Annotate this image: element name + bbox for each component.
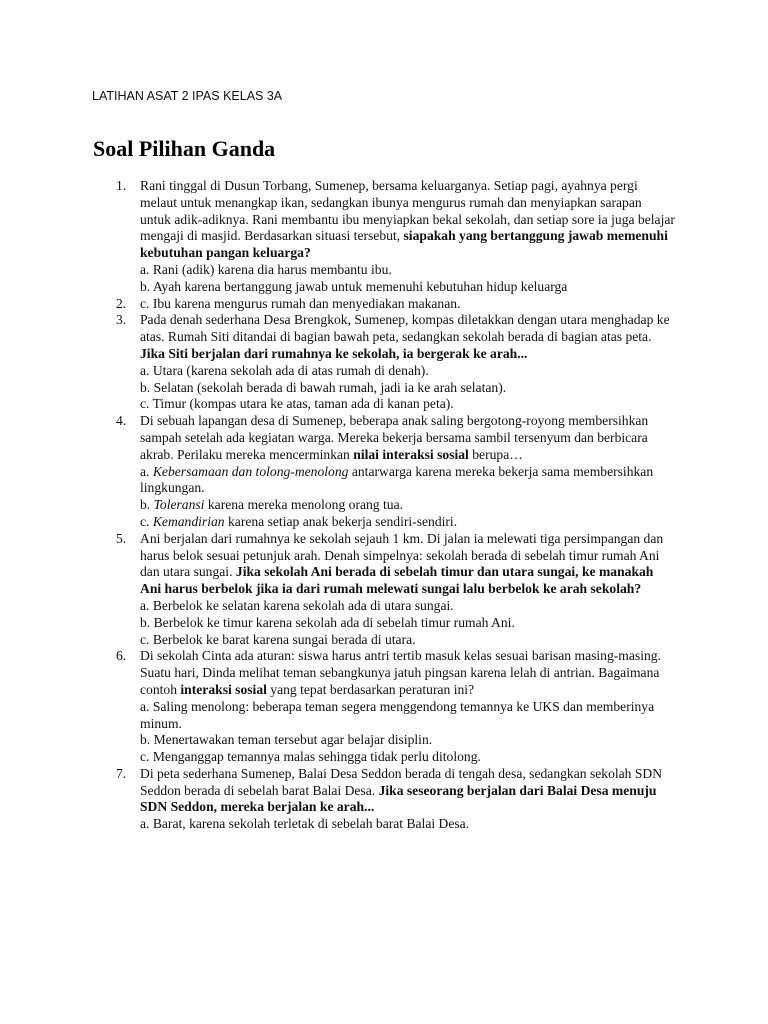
question-number: 5.: [116, 530, 127, 546]
question-stem: c. Ibu karena mengurus rumah dan menyediakan makanan.: [140, 295, 461, 311]
question-3: [0, 312, 676, 413]
question-1: [0, 178, 676, 296]
option-prefix: b.: [140, 497, 154, 513]
option-a: a. Utara (karena sekolah ada di atas rumah di denah).: [140, 362, 429, 378]
stem-tail: berupa…: [468, 446, 523, 462]
stem-text: Di peta sederhana Sumenep, Balai Desa Seddon berada di tengah desa, sedangkan sekolah SDN Seddon berada di sebelah barat Balai Desa.: [140, 765, 663, 798]
question-number: 7.: [116, 765, 127, 781]
option-rest: karena setiap anak bekerja sendiri-sendiri.: [224, 513, 458, 529]
question-list: [0, 178, 768, 833]
stem-bold: Jika Siti berjalan dari rumahnya ke sekolah, ia bergerak ke arah...: [140, 345, 528, 361]
option-a: a. Rani (adik) karena dia harus membantu ibu.: [140, 261, 392, 277]
question-6: [0, 648, 676, 766]
stem-bold: nilai interaksi sosial: [353, 446, 469, 462]
question-2: [0, 296, 676, 313]
stem-bold: Jika sekolah Ani berada di sebelah timur dan utara sungai, ke manakah Ani harus berbelok jika ia dari rumah melewati sungai lalu berbelok ke arah sekolah?: [140, 564, 654, 597]
option-a: a. Saling menolong: beberapa teman segera menggendong temannya ke UKS dan memberinya minum.: [140, 698, 655, 731]
option-c: [140, 514, 676, 531]
option-b: b. Ayah karena bertanggung jawab untuk memenuhi kebutuhan hidup keluarga: [140, 278, 568, 294]
option-b: b. Selatan (sekolah berada di bawah rumah, jadi ia ke arah selatan).: [140, 379, 507, 395]
question-5: [0, 531, 676, 649]
option-italic: Kebersamaan dan tolong-menolong: [152, 463, 349, 479]
option-a: a. Barat, karena sekolah terletak di sebelah barat Balai Desa.: [140, 816, 470, 832]
question-number: 1.: [116, 178, 127, 193]
option-c: c. Timur (kompas utara ke atas, taman ada di kanan peta).: [140, 396, 454, 412]
stem-bold: Jika seseorang berjalan dari Balai Desa menuju SDN Seddon, mereka berjalan ke arah...: [140, 782, 657, 815]
question-stem: [140, 648, 676, 698]
option-rest: karena mereka menolong orang tua.: [204, 497, 404, 513]
option-b: b. Berbelok ke timur karena sekolah ada di sebelah timur rumah Ani.: [140, 614, 515, 630]
option-a: a. Berbelok ke selatan karena sekolah ada di utara sungai.: [140, 597, 454, 613]
question-7: [0, 766, 676, 833]
stem-bold: siapakah yang bertanggung jawab memenuhi kebutuhan pangan keluarga?: [140, 228, 668, 261]
question-stem: [140, 766, 676, 816]
stem-tail: yang tepat berdasarkan peraturan ini?: [266, 681, 475, 697]
option-c: c. Berbelok ke barat karena sungai berada di utara.: [140, 631, 416, 647]
question-number: 4.: [116, 413, 127, 429]
option-c: c. Menganggap temannya malas sehingga tidak perlu ditolong.: [140, 749, 481, 765]
question-number: 2.: [116, 295, 127, 311]
option-b: [140, 497, 676, 514]
stem-text: Di sekolah Cinta ada aturan: siswa harus antri tertib masuk kelas sesuai barisan masing-masing. Suatu hari, Dinda melihat teman sebangkunya jatuh pingsan karena lelah di antrian. Bagaimana contoh: [140, 648, 661, 697]
document-header: LATIHAN ASAT 2 IPAS KELAS 3A: [92, 89, 283, 103]
question-stem: [140, 178, 676, 262]
stem-text: Pada denah sederhana Desa Brengkok, Sumenep, kompas diletakkan dengan utara menghadap ke atas. Rumah Siti ditandai di bagian bawah peta, sedangkan sekolah berada di bagian atas peta.: [140, 312, 670, 345]
question-number: 6.: [116, 648, 127, 664]
option-a: [140, 464, 676, 498]
stem-bold: interaksi sosial: [180, 681, 267, 697]
option-italic: Toleransi: [153, 497, 205, 513]
section-title: Soal Pilihan Ganda: [93, 136, 276, 161]
question-stem: [140, 531, 676, 598]
stem-text: Di sebuah lapangan desa di Sumenep, beberapa anak saling bergotong-royong membersihkan sampah setelah ada kegiatan warga. Mereka bekerja bersama sambil tersenyum dan berbicara akrab. Perilaku mereka mencerminkan: [140, 413, 649, 462]
option-b: b. Menertawakan teman tersebut agar belajar disiplin.: [140, 732, 433, 748]
question-number: 3.: [116, 312, 127, 328]
question-stem: [140, 312, 676, 362]
stem-text: Ani berjalan dari rumahnya ke sekolah sejauh 1 km. Di jalan ia melewati tiga persimpangan dan harus belok sesuai petunjuk arah. Denah simpelnya: sekolah berada di sebelah timur rumah Ani dan utara sungai.: [140, 530, 664, 580]
stem-text: Rani tinggal di Dusun Torbang, Sumenep, bersama keluarganya. Setiap pagi, ayahnya pergi melaut untuk menangkap ikan, sedangkan ibunya mengurus rumah dan menyiapkan sarapan untuk adik-adiknya. Rani membantu ibu menyiapkan bekal sekolah, dan setiap sore ia juga belajar mengaji di masjid. Berdasarkan situasi tersebut,: [140, 178, 675, 244]
option-prefix: a.: [140, 463, 153, 479]
option-rest: antarwarga karena mereka bekerja sama membersihkan lingkungan.: [140, 463, 654, 496]
question-4: [0, 413, 676, 531]
question-stem: [140, 413, 676, 463]
option-italic: Kemandirian: [152, 513, 225, 529]
option-prefix: c.: [140, 513, 153, 529]
